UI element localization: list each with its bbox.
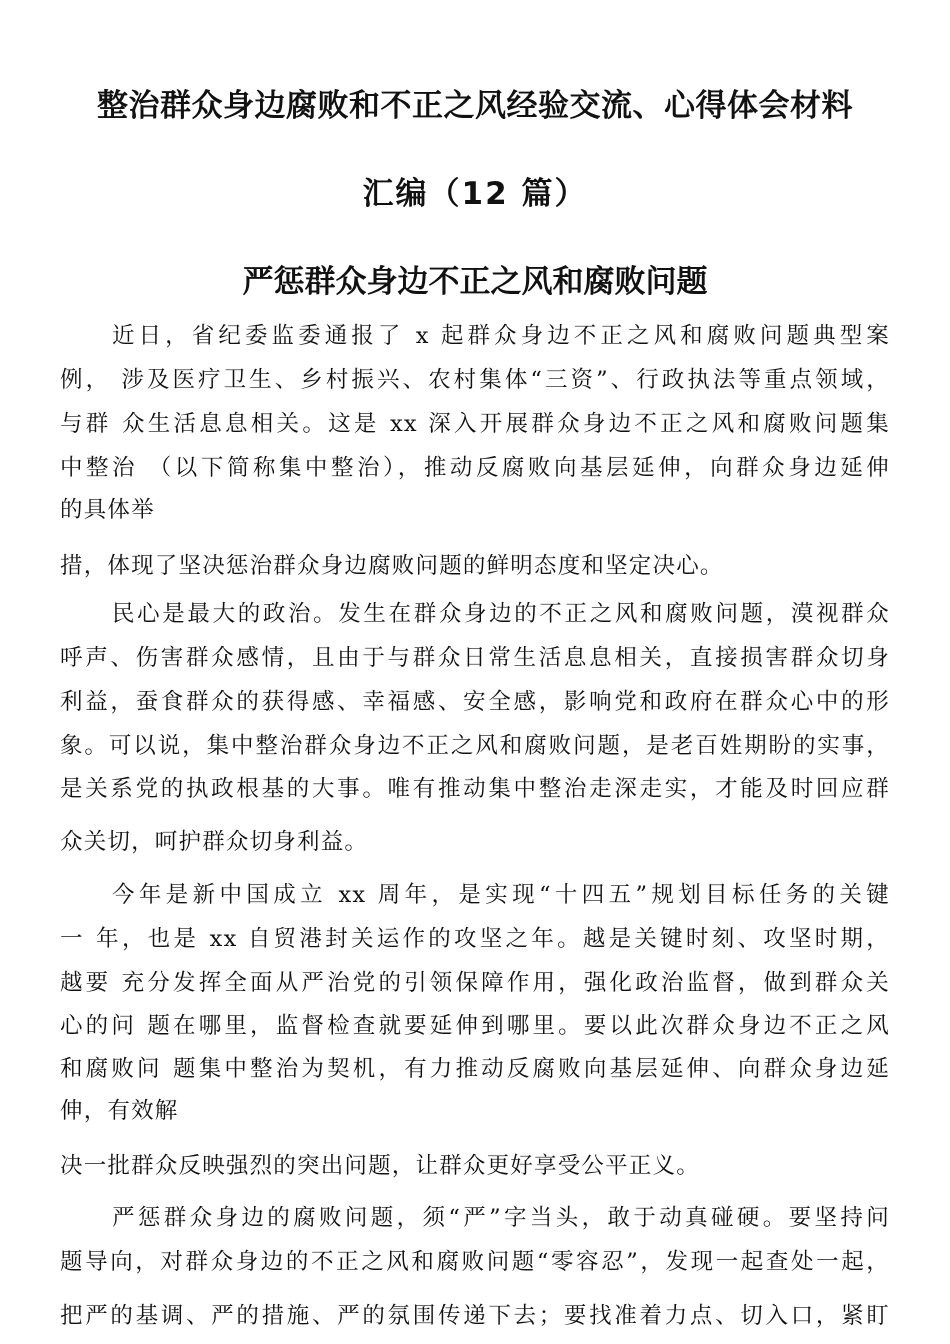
text-line: 今年是新中国成立 xx 周年，是实现“十四五”规划目标任务的关键 (112, 882, 890, 908)
text-line: 利益，蚕食群众的获得感、幸福感、安全感，影响党和政府在群众心中的形 (60, 689, 890, 715)
text-line: 和腐败问 题集中整治为契机，有力推动反腐败向基层延伸、向群众身边延 (60, 1056, 890, 1082)
text-line: 题导向，对群众身边的不正之风和腐败问题“零容忍”，发现一起查处一起， (60, 1249, 890, 1275)
document-title-line-1: 整治群众身边腐败和不正之风经验交流、心得体会材料 (97, 88, 853, 124)
text-line: 近日，省纪委监委通报了 x 起群众身边不正之风和腐败问题典型案 (112, 323, 890, 349)
text-line: 心的问 题在哪里，监督检查就要延伸到哪里。要以此次群众身边不正之风 (60, 1013, 890, 1039)
text-line: 措，体现了坚决惩治群众身边腐败问题的鲜明态度和坚定决心。 (60, 553, 724, 579)
text-line: 的具体举 (60, 497, 155, 523)
text-line: 例， 涉及医疗卫生、乡村振兴、农村集体“三资”、行政执法等重点领域， (60, 367, 890, 393)
text-line: 与群 众生活息息相关。这是 xx 深入开展群众身边不正之风和腐败问题集 (60, 411, 890, 437)
text-line: 呼声、伤害群众感情，且由于与群众日常生活息息相关，直接损害群众切身 (60, 645, 890, 671)
document-title-line-2: 汇编（12 篇） (362, 176, 588, 212)
text-line: 象。可以说，集中整治群众身边不正之风和腐败问题，是老百姓期盼的实事， (60, 733, 890, 759)
text-line: 是关系党的执政根基的大事。唯有推动集中整治走深走实，才能及时回应群 (60, 776, 890, 802)
text-line: 伸，有效解 (60, 1098, 179, 1124)
text-line: 决一批群众反映强烈的突出问题，让群众更好享受公平正义。 (60, 1153, 700, 1179)
text-line: 把严的基调、严的措施、严的氛围传递下去；要找准着力点、切入口，紧盯 (60, 1303, 890, 1329)
text-line: 众关切，呵护群众切身利益。 (60, 829, 369, 855)
text-line: 民心是最大的政治。发生在群众身边的不正之风和腐败问题，漠视群众 (112, 601, 890, 627)
text-line: 越要 充分发挥全面从严治党的引领保障作用，强化政治监督，做到群众关 (60, 970, 890, 996)
text-line: 一 年，也是 xx 自贸港封关运作的攻坚之年。越是关键时刻、攻坚时期， (60, 926, 890, 952)
text-line: 中整治 （以下简称集中整治），推动反腐败向基层延伸，向群众身边延伸 (60, 455, 890, 481)
text-line: 严惩群众身边的腐败问题，须“严”字当头，敢于动真碰硬。要坚持问 (112, 1205, 890, 1231)
section-heading: 严惩群众身边不正之风和腐败问题 (242, 264, 708, 300)
